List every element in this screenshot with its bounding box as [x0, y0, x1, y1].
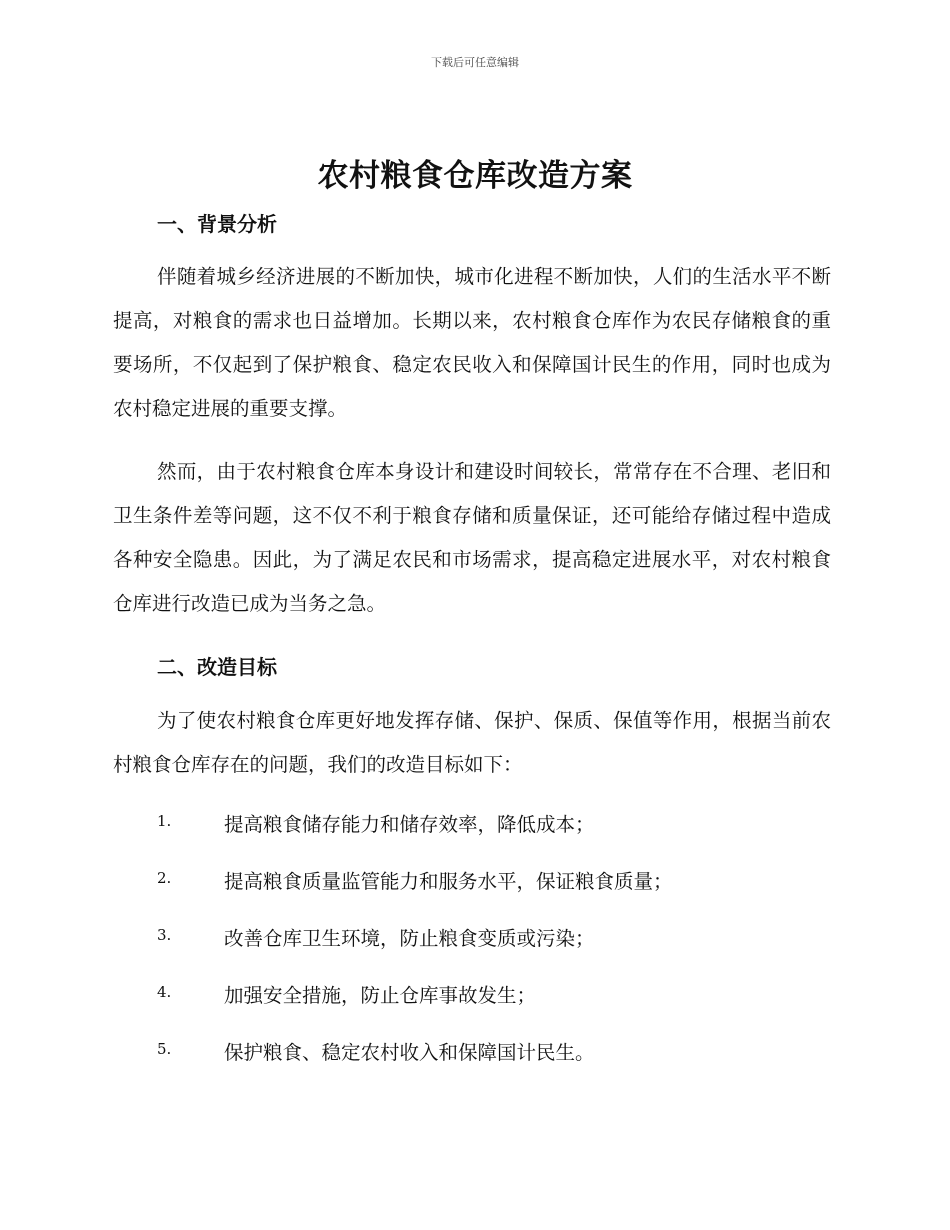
list-text: 改善仓库卫生环境，防止粮食变质或污染；	[224, 927, 595, 950]
list-number: 1.	[157, 812, 172, 830]
list-text: 提高粮食质量监管能力和服务水平，保证粮食质量；	[224, 870, 673, 893]
goal-list-item	[0, 980, 950, 1010]
section-heading-background: 一、背景分析	[157, 212, 277, 236]
goal-list-item	[0, 866, 950, 896]
section-heading-goals: 二、改造目标	[157, 655, 277, 679]
list-number: 5.	[157, 1040, 172, 1058]
list-text: 加强安全措施，防止仓库事故发生；	[224, 984, 537, 1007]
list-number: 4.	[157, 983, 172, 1001]
paragraph-background-2: 然而，由于农村粮食仓库本身设计和建设时间较长，常常存在不合理、老旧和卫生条件差等问题，这不仅不利于粮食存储和质量保证，还可能给存储过程中造成各种安全隐患。因此，为了满足农民和市场需求，提高稳定进展水平，对农村粮食仓库进行改造已成为当务之急。	[113, 460, 831, 615]
list-number: 3.	[157, 926, 172, 944]
list-text: 保护粮食、稳定农村收入和保障国计民生。	[224, 1041, 595, 1064]
goal-list-item	[0, 923, 950, 953]
page-header-note: 下载后可任意编辑	[431, 56, 519, 69]
goal-list-item	[0, 809, 950, 839]
goal-list-item	[0, 1037, 950, 1067]
list-text: 提高粮食储存能力和储存效率，降低成本；	[224, 813, 595, 836]
list-number: 2.	[157, 869, 172, 887]
paragraph-goals-intro: 为了使农村粮食仓库更好地发挥存储、保护、保质、保值等作用，根据当前农村粮食仓库存在的问题，我们的改造目标如下：	[113, 709, 831, 776]
paragraph-background-1: 伴随着城乡经济进展的不断加快，城市化进程不断加快，人们的生活水平不断提高，对粮食的需求也日益增加。长期以来，农村粮食仓库作为农民存储粮食的重要场所，不仅起到了保护粮食、稳定农民收入和保障国计民生的作用，同时也成为农村稳定进展的重要支撑。	[113, 265, 831, 420]
document-title: 农村粮食仓库改造方案	[317, 158, 633, 194]
